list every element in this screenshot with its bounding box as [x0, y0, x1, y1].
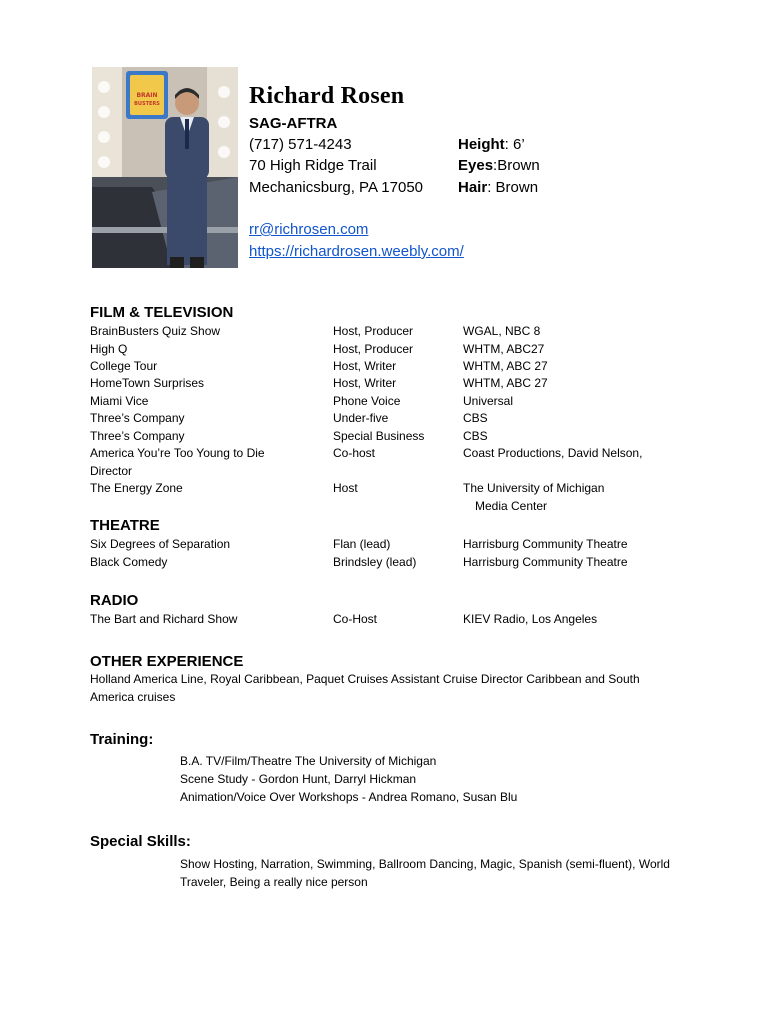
credit-title: The Energy Zone — [90, 481, 183, 495]
credit-role: Host — [333, 481, 358, 495]
credit-row — [0, 555, 768, 572]
radio-heading: RADIO — [90, 592, 139, 609]
special-skills-text: Show Hosting, Narration, Swimming, Ballroom Dancing, Magic, Spanish (semi-fluent), World Traveler, Being a really nice person — [180, 857, 670, 889]
credit-title: Three’s Company — [90, 411, 185, 425]
headshot-photo — [92, 67, 238, 268]
credit-row — [0, 394, 768, 411]
special-skills-heading: Special Skills: — [90, 833, 191, 850]
other-experience-heading: OTHER EXPERIENCE — [90, 653, 244, 670]
credit-title: College Tour — [90, 359, 158, 373]
credit-row — [0, 429, 768, 446]
credit-company: CBS — [463, 411, 488, 425]
credit-row — [0, 342, 768, 359]
credit-role: Host, Producer — [333, 342, 414, 356]
union-affiliation: SAG-AFTRA — [249, 115, 338, 132]
credit-company: CBS — [463, 429, 488, 443]
credit-role: Host, Producer — [333, 324, 414, 338]
credit-company: KIEV Radio, Los Angeles — [463, 612, 598, 626]
credit-company: WGAL, NBC 8 — [463, 324, 541, 338]
credit-title: HomeTown Surprises — [90, 376, 205, 390]
credit-row — [0, 324, 768, 341]
credit-company: Harrisburg Community Theatre — [463, 555, 628, 569]
training-line: Scene Study - Gordon Hunt, Darryl Hickman — [180, 772, 417, 786]
credit-role: Host, Writer — [333, 359, 397, 373]
film-tv-heading: FILM & TELEVISION — [90, 304, 234, 321]
credit-title: BrainBusters Quiz Show — [90, 324, 221, 338]
credit-company: Harrisburg Community Theatre — [463, 537, 628, 551]
credit-row — [0, 411, 768, 428]
credit-title: America You’re Too Young to Die — [90, 446, 265, 460]
training-line: B.A. TV/Film/Theatre The University of Michigan — [180, 754, 437, 768]
training-heading: Training: — [90, 731, 154, 748]
credit-title: Black Comedy — [90, 555, 168, 569]
credit-title: Miami Vice — [90, 394, 149, 408]
credit-row — [0, 481, 768, 498]
credit-row — [0, 464, 768, 481]
email-link[interactable]: rr@richrosen.com — [249, 221, 369, 238]
credit-role: Brindsley (lead) — [333, 555, 417, 569]
credit-title: The Bart and Richard Show — [90, 612, 238, 626]
height-value: : 6’ — [504, 136, 525, 153]
actor-name: Richard Rosen — [249, 83, 405, 109]
theatre-heading: THEATRE — [90, 517, 160, 534]
eyes-value: :Brown — [493, 157, 540, 174]
training-line: Animation/Voice Over Workshops - Andrea Romano, Susan Blu — [180, 790, 518, 804]
credit-row — [0, 359, 768, 376]
training-list — [180, 752, 517, 806]
credit-role: Co-Host — [333, 612, 378, 626]
credit-row-continuation — [0, 499, 768, 516]
hair-value: : Brown — [487, 179, 539, 196]
credit-company: The University of Michigan — [463, 481, 605, 495]
eyes-info — [458, 157, 540, 174]
brainbusters-sign-text: BRAIN — [136, 92, 158, 99]
credit-row — [0, 537, 768, 554]
address-line-1: 70 High Ridge Trail — [249, 157, 377, 174]
credit-title: Director — [90, 464, 133, 478]
credit-role: Flan (lead) — [333, 537, 391, 551]
eyes-label: Eyes — [458, 157, 494, 174]
credit-company: WHTM, ABC 27 — [463, 359, 548, 373]
address-line-2: Mechanicsburg, PA 17050 — [249, 179, 424, 196]
credit-role: Special Business — [333, 429, 425, 443]
credit-company: Coast Productions, David Nelson, — [463, 446, 643, 460]
credit-title: Three’s Company — [90, 429, 185, 443]
credit-company: WHTM, ABC27 — [463, 342, 545, 356]
credit-company-continuation: Media Center — [475, 499, 548, 513]
hair-label: Hair — [458, 179, 488, 196]
website-link[interactable]: https://richardrosen.weebly.com/ — [249, 243, 464, 260]
credit-company: Universal — [463, 394, 514, 408]
phone-number: (717) 571-4243 — [249, 136, 352, 153]
credit-title: Six Degrees of Separation — [90, 537, 231, 551]
credit-role: Under-five — [333, 411, 389, 425]
credit-role: Phone Voice — [333, 394, 401, 408]
credit-row — [0, 446, 768, 463]
credit-row — [0, 612, 768, 629]
credit-role: Co-host — [333, 446, 376, 460]
credit-title: High Q — [90, 342, 128, 356]
credit-company: WHTM, ABC 27 — [463, 376, 548, 390]
svg-text:BUSTERS: BUSTERS — [134, 101, 160, 107]
hair-info — [458, 179, 538, 196]
credit-row — [0, 376, 768, 393]
height-info — [458, 136, 525, 153]
height-label: Height — [458, 136, 505, 153]
other-experience-text: Holland America Line, Royal Caribbean, Paquet Cruises Assistant Cruise Director Caribbean and South America cruises — [90, 672, 640, 704]
credit-role: Host, Writer — [333, 376, 397, 390]
